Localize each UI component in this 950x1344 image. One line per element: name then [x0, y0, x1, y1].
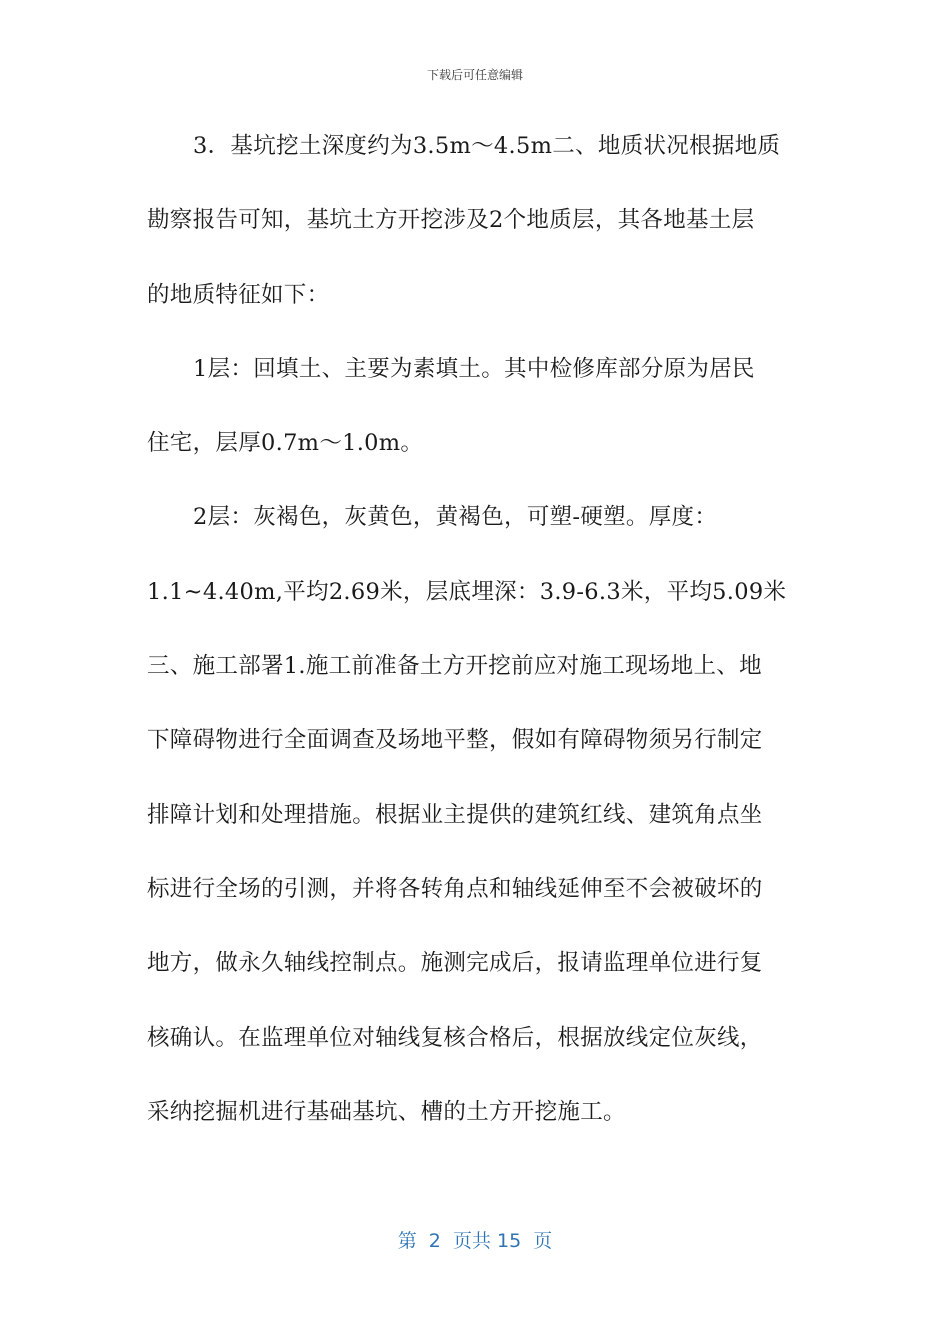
paragraph-line: 1层：回填土、主要为素填土。其中检修库部分原为居民 — [193, 355, 755, 382]
document-body — [147, 124, 807, 1164]
paragraph-line: 1.1~4.40m,平均2.69米，层底埋深：3.9-6.3米，平均5.09米 — [147, 578, 787, 605]
paragraph-line: 2层：灰褐色，灰黄色，黄褐色，可塑-硬塑。厚度： — [193, 504, 718, 531]
page-number-footer: 第 2 页共 15 页 — [397, 1230, 553, 1252]
paragraph-line: 标进行全场的引测，并将各转角点和轴线延伸至不会被破坏的 — [147, 875, 763, 902]
header-note: 下载后可任意编辑 — [426, 68, 523, 82]
paragraph-line: 核确认。在监理单位对轴线复核合格后，根据放线定位灰线， — [147, 1024, 763, 1051]
paragraph-line: 地方，做永久轴线控制点。施测完成后，报请监理单位进行复 — [147, 950, 763, 977]
paragraph-line: 采纳挖掘机进行基础基坑、槽的土方开挖施工。 — [147, 1098, 626, 1125]
paragraph-line: 的地质特征如下： — [147, 281, 330, 308]
paragraph-line: 住宅，层厚0.7m～1.0m。 — [147, 430, 424, 457]
paragraph-line: 下障碍物进行全面调查及场地平整，假如有障碍物须另行制定 — [147, 727, 763, 754]
paragraph-line: 三、施工部署1.施工前准备土方开挖前应对施工现场地上、地 — [147, 653, 762, 680]
paragraph-line: 3．基坑挖土深度约为3.5m～4.5m二、地质状况根据地质 — [193, 133, 781, 159]
paragraph-line: 勘察报告可知，基坑土方开挖涉及2个地质层，其各地基土层 — [147, 207, 755, 234]
paragraph-line: 排障计划和处理措施。根据业主提供的建筑红线、建筑角点坐 — [147, 801, 763, 828]
